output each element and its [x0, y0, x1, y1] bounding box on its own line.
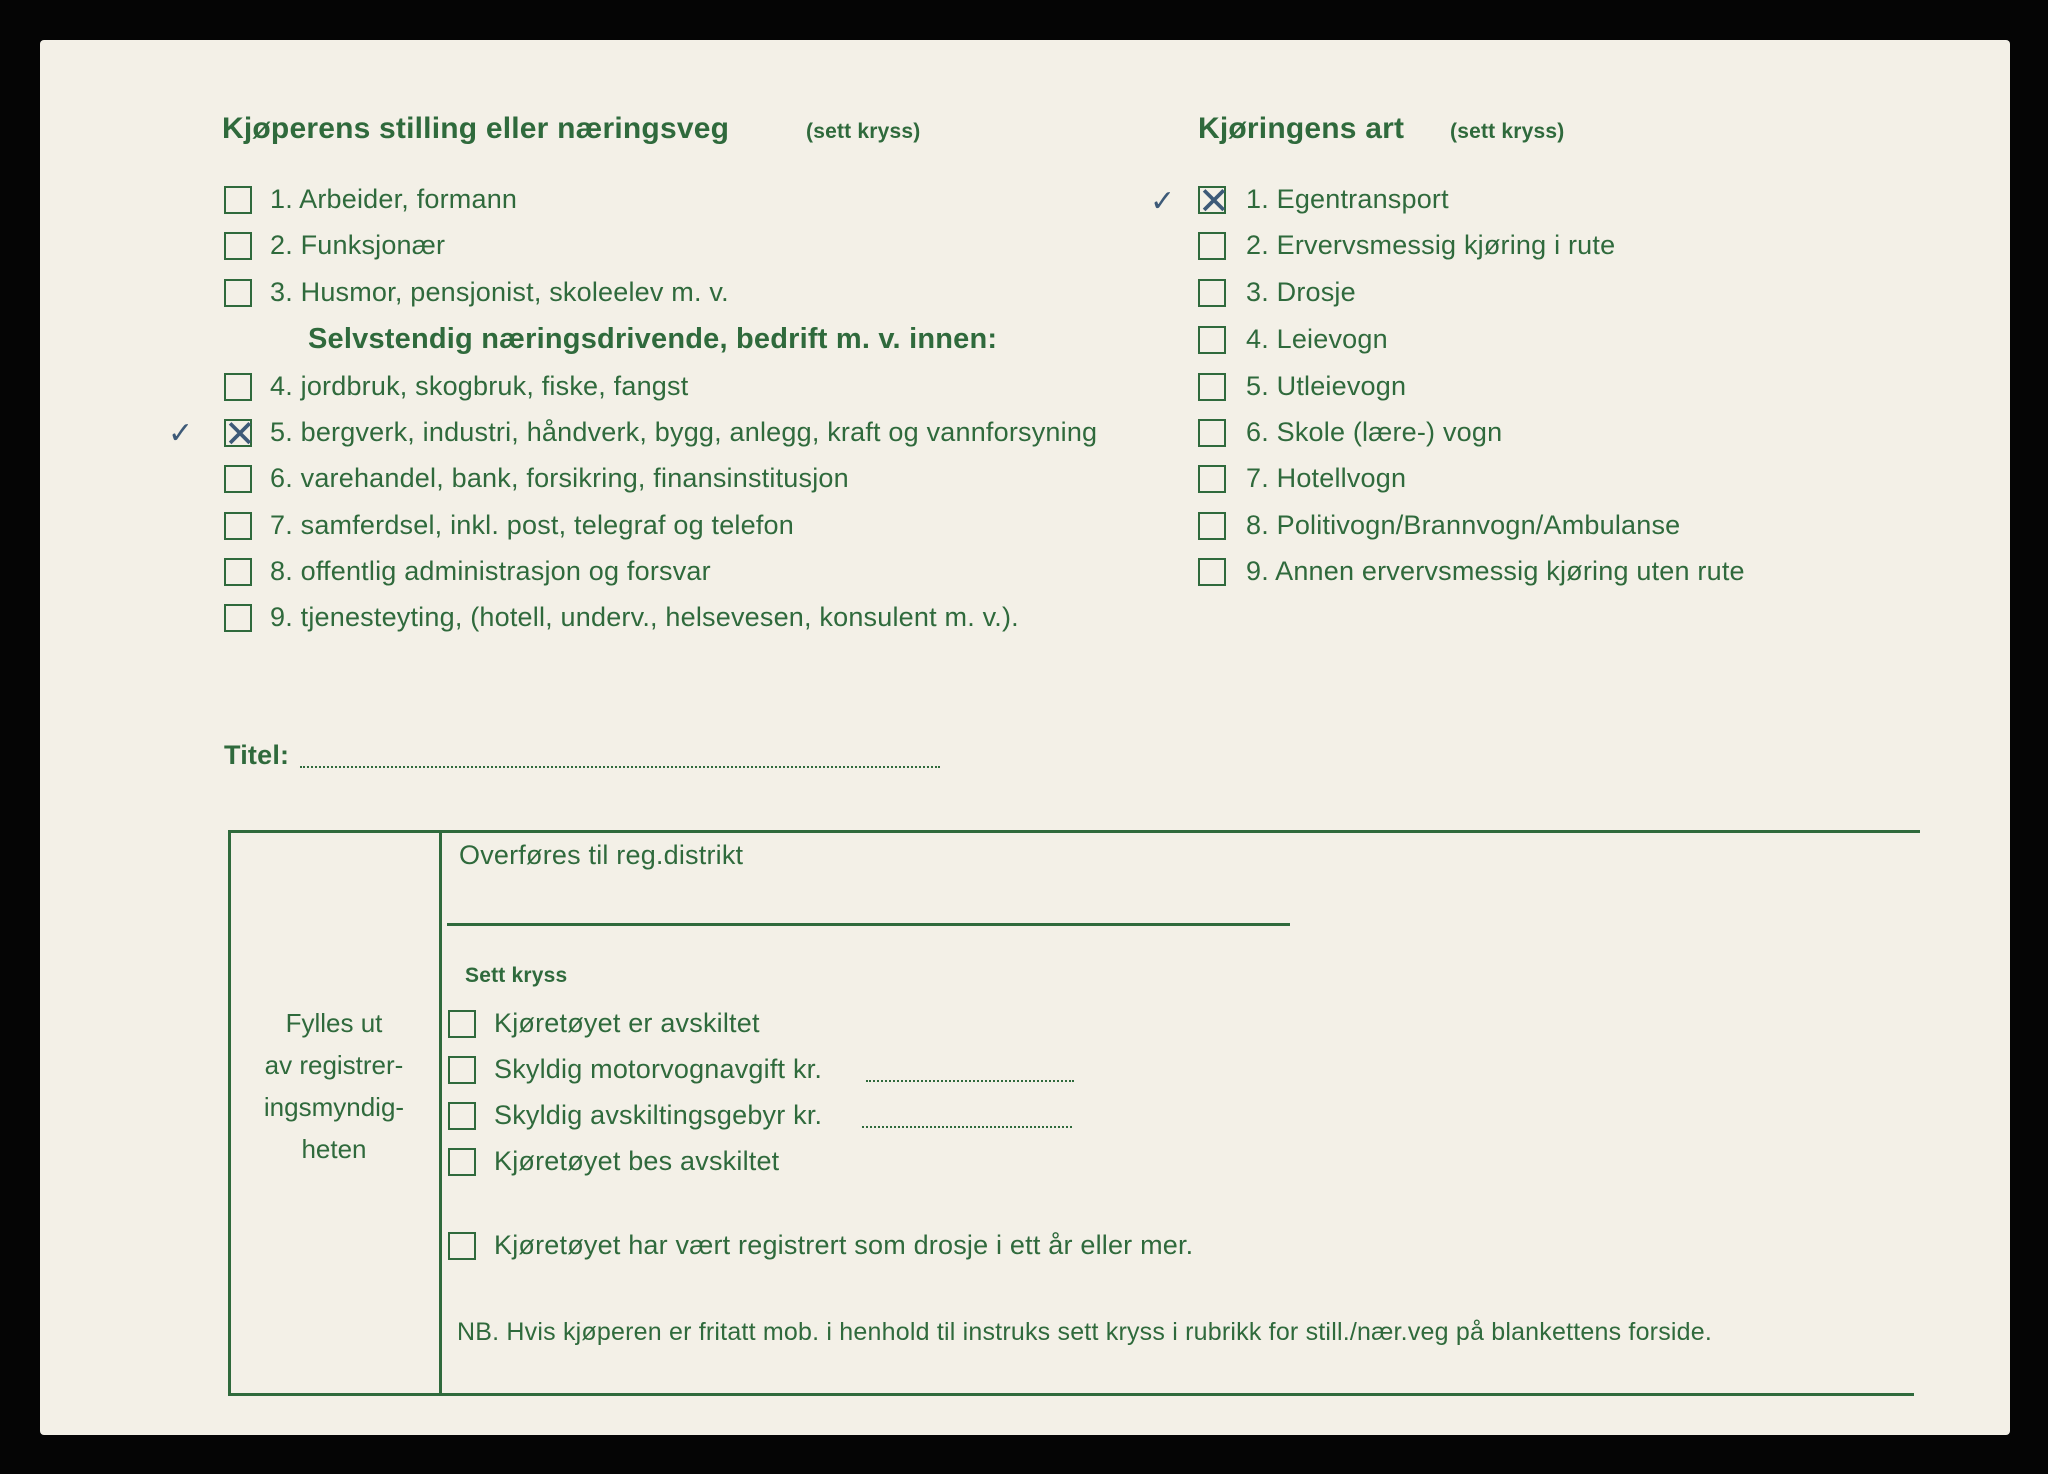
authority-side-label: [240, 1002, 428, 1170]
pen-tick-right: ✓: [1150, 184, 1176, 219]
avskiltingsgebyr-amount-field[interactable]: [862, 1126, 1072, 1128]
checkbox-bes-avskiltet[interactable]: [448, 1148, 476, 1176]
right-item-6: 6. Skole (lære-) vogn: [1246, 417, 1503, 447]
side-label-line-1: Fylles ut: [285, 1008, 383, 1038]
cross-mark-left: ✕: [224, 412, 256, 456]
left-item-2: 2. Funksjonær: [270, 230, 446, 260]
check-bes-avskiltet: Kjøretøyet bes avskiltet: [494, 1146, 780, 1176]
left-item-3: 3. Husmor, pensjonist, skoleelev m. v.: [270, 277, 729, 307]
side-label-line-4: heten: [301, 1134, 367, 1164]
left-subheading: Selvstendig næringsdrivende, bedrift m. v. innen:: [308, 323, 998, 355]
right-item-7: 7. Hotellvogn: [1246, 463, 1407, 493]
left-item-8: 8. offentlig administrasjon og forsvar: [270, 556, 711, 586]
title-field-line[interactable]: [300, 766, 940, 768]
check-motorvognavgift: Skyldig motorvognavgift kr.: [494, 1054, 823, 1084]
right-item-1: 1. Egentransport: [1246, 184, 1449, 214]
box-divider: [439, 830, 442, 1396]
checkbox-left-4[interactable]: [224, 373, 252, 401]
checkbox-avskiltet[interactable]: [448, 1010, 476, 1038]
right-item-4: 4. Leievogn: [1246, 324, 1388, 354]
motorvognavgift-amount-field[interactable]: [866, 1080, 1074, 1082]
right-item-9: 9. Annen ervervsmessig kjøring uten rute: [1246, 556, 1745, 586]
box-top-border: [228, 830, 1920, 833]
right-item-5: 5. Utleievogn: [1246, 371, 1407, 401]
left-item-4: 4. jordbruk, skogbruk, fiske, fangst: [270, 371, 689, 401]
checkbox-left-2[interactable]: [224, 232, 252, 260]
left-item-1: 1. Arbeider, formann: [270, 184, 518, 214]
checkbox-left-5[interactable]: [224, 412, 256, 456]
checkbox-right-2[interactable]: [1198, 232, 1226, 260]
checkbox-drosje[interactable]: [448, 1232, 476, 1260]
box-bottom-border: [228, 1393, 1914, 1396]
check-avskiltingsgebyr: Skyldig avskiltingsgebyr kr.: [494, 1100, 823, 1130]
left-item-9: 9. tjenesteyting, (hotell, underv., helsevesen, konsulent m. v.).: [270, 602, 1019, 632]
left-heading-note: (sett kryss): [806, 120, 921, 143]
left-item-6: 6. varehandel, bank, forsikring, finansinstitusjon: [270, 463, 849, 493]
checkbox-right-5[interactable]: [1198, 373, 1226, 401]
left-item-7: 7. samferdsel, inkl. post, telegraf og telefon: [270, 510, 794, 540]
checkbox-left-9[interactable]: [224, 604, 252, 632]
check-drosje: Kjøretøyet har vært registrert som drosje i ett år eller mer.: [494, 1230, 1194, 1260]
right-heading-note: (sett kryss): [1450, 120, 1565, 143]
checkbox-right-4[interactable]: [1198, 326, 1226, 354]
transfer-label: Overføres til reg.distrikt: [459, 840, 744, 870]
right-item-8: 8. Politivogn/Brannvogn/Ambulanse: [1246, 510, 1681, 540]
right-item-2: 2. Ervervsmessig kjøring i rute: [1246, 230, 1616, 260]
checkbox-motorvognavgift[interactable]: [448, 1056, 476, 1084]
checkbox-right-9[interactable]: [1198, 558, 1226, 586]
checkbox-left-7[interactable]: [224, 512, 252, 540]
box-left-border: [228, 830, 231, 1396]
left-item-5: 5. bergverk, industri, håndverk, bygg, anlegg, kraft og vannforsyning: [270, 417, 1098, 447]
checkbox-left-3[interactable]: [224, 279, 252, 307]
checkbox-left-6[interactable]: [224, 465, 252, 493]
check-avskiltet: Kjøretøyet er avskiltet: [494, 1008, 760, 1038]
checkbox-avskiltingsgebyr[interactable]: [448, 1102, 476, 1130]
checkbox-right-6[interactable]: [1198, 419, 1226, 447]
checkbox-left-8[interactable]: [224, 558, 252, 586]
side-label-line-3: ingsmyndig-: [263, 1092, 405, 1122]
checkbox-right-1[interactable]: [1198, 179, 1230, 223]
cross-mark-right: ✕: [1198, 179, 1230, 223]
transfer-field-line[interactable]: [447, 923, 1290, 926]
sett-kryss-label: Sett kryss: [465, 964, 568, 987]
nb-note: NB. Hvis kjøperen er fritatt mob. i henhold til instruks sett kryss i rubrikk for still./nær.veg på blankettens forside.: [457, 1318, 1713, 1346]
checkbox-left-1[interactable]: [224, 186, 252, 214]
checkbox-right-7[interactable]: [1198, 465, 1226, 493]
pen-tick-left: ✓: [168, 416, 194, 451]
checkbox-right-8[interactable]: [1198, 512, 1226, 540]
title-label: Titel:: [224, 740, 290, 770]
side-label-line-2: av registrer-: [264, 1050, 404, 1080]
left-heading: Kjøperens stilling eller næringsveg: [222, 112, 730, 145]
checkbox-right-3[interactable]: [1198, 279, 1226, 307]
right-heading: Kjøringens art: [1198, 112, 1405, 145]
right-item-3: 3. Drosje: [1246, 277, 1356, 307]
